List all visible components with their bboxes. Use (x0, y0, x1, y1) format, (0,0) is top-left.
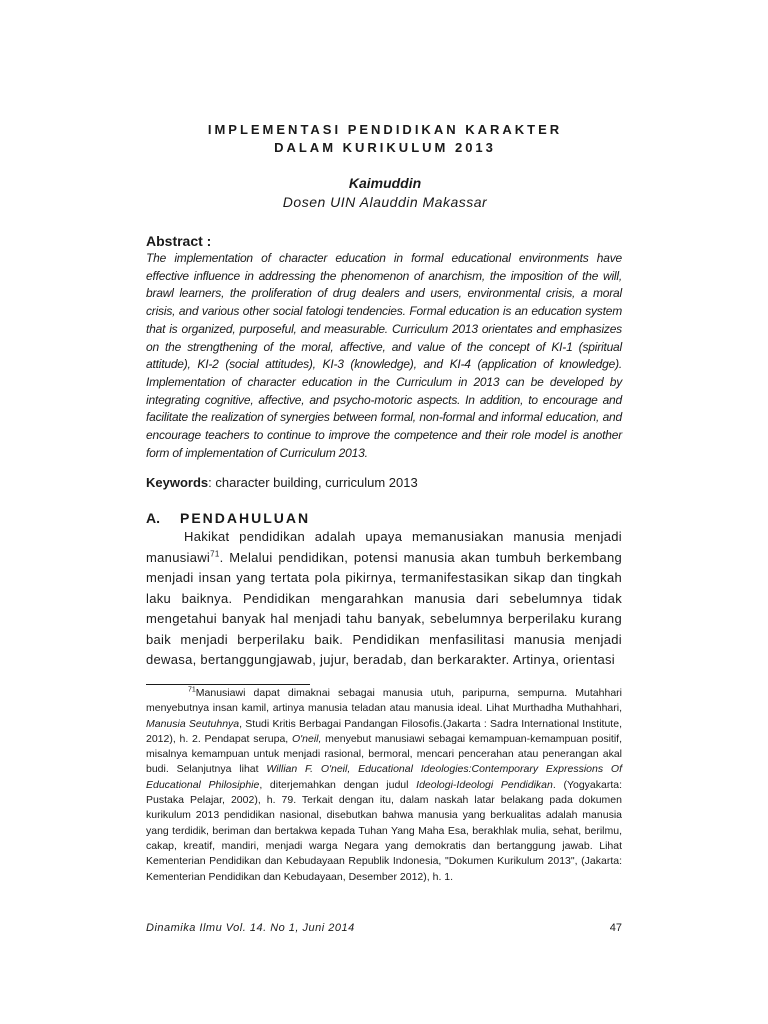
keywords-line (146, 475, 418, 490)
author-affiliation: Dosen UIN Alauddin Makassar (282, 194, 488, 210)
footnote-text: . (Yogyakarta: Pustaka Pelajar, 2002), h. 79. Terkait dengan itu, dalam naskah latar belakang pada dokumen kurikulum 2013 pendidikan nasional, disebutkan bahwa manusia yang berkualitas adalah manusia yang terdidik, beriman dan bertakwa kepada Tuhan Yang Maha Esa, berakhlak mulia, sehat, berilmu, cakap, kreatif, mandiri, menjadi warga Negara yang demokratis dan bertanggung jawab. Lihat Kementerian Pendidikan dan Kebudayaan Republik Indonesia, "Dokumen Kurikulum 2013", (Jakarta: Kementerian Pendidikan dan Kebudayaan, Desember 2012), h. 1. (146, 778, 623, 883)
keywords-label: Keywords (146, 475, 209, 490)
section-letter: A. (146, 510, 160, 526)
footnote-text: menyebut manusiawi sebagai kemampuan-kemampuan positif, misalnya kemampuan untuk menjadi rasional, bermoral, mencari pencerahan atau penerangan akal budi. Selanjutnya lihat (146, 732, 622, 776)
footnote-author-name: O'neil, (291, 732, 322, 745)
paragraph-text-end: . Melalui pendidikan, potensi manusia akan tumbuh berkembang menjadi insan yang tertata pola pikirnya, termanifestasikan sikap dan tingkah laku baiknya. Pendidikan mengarahkan manusia dari sebelumnya tidak mengetahui banyak hal menjadi tahu banyak, sebelumnya berperilaku kurang baik menjadi berperilaku baik. Pendidikan menfasilitasi manusia menjadi dewasa, bertanggungjawab, jujur, beradab, dan berkarakter. Artinya, orientasi (146, 549, 622, 667)
footnote-book-title: Willian F. O'neil, Educational Ideologies:Contemporary Expressions Of Educational Philosiphie (146, 763, 622, 791)
footnote-marker: 71 (188, 686, 196, 694)
body-paragraph (146, 527, 622, 671)
author-name: Kaimuddin (348, 175, 422, 191)
page-number: 47 (609, 922, 622, 934)
title-line-2: DALAM KURIKULUM 2013 (274, 140, 496, 155)
footnote-text: , Studi Kritis Berbagai Pandangan Filosofis.(Jakarta : Sadra International Institute, 2012), h. 2. Pendapat serupa, (146, 717, 622, 745)
abstract-heading: Abstract : (146, 233, 212, 249)
footnote-book-title: Manusia Seutuhnya (146, 717, 240, 730)
paragraph-text-start: Hakikat pendidikan adalah upaya memanusiakan manusia menjadi manusiawi (146, 529, 622, 565)
section-heading (146, 510, 310, 526)
title-line-1: IMPLEMENTASI PENDIDIKAN KARAKTER (207, 122, 563, 137)
keywords-value: : character building, curriculum 2013 (208, 475, 418, 490)
footnote-reference[interactable]: 71 (210, 549, 220, 559)
journal-citation: Dinamika Ilmu Vol. 14. No 1, Juni 2014 (146, 922, 355, 934)
footnote (146, 686, 622, 885)
footnote-book-title: Ideologi-Ideologi Pendidikan (416, 778, 553, 791)
footnote-divider (146, 684, 310, 685)
section-title: PENDAHULUAN (180, 510, 311, 526)
footnote-text: Manusiawi dapat dimaknai sebagai manusia utuh, paripurna, sempurna. Mutahhari menyebutnya insan kamil, artinya manusia teladan atau manusia ideal. Lihat Murthadha Muthahhari, (146, 687, 622, 715)
abstract-text: The implementation of character education in formal educational environments have effective influence in addressing the phenomenon of anarchism, the imposition of the will, brawl learners, the proliferation of drug dealers and users, environmental crisis, a moral crisis, and various other social fatologi tendencies. Formal education is an education system that is organized, purposeful, and measurable. Curriculum 2013 orientates and emphasizes on the strengthening of the moral, affective, and value of the concept of KI-1 (spiritual attitude), KI-2 (social attitudes), KI-3 (knowledge), and KI-4 (application of knowledge). Implementation of character education in the Curriculum in 2013 can be developed by integrating cognitive, affective, and psycho-motoric aspects. In addition, to encourage and facilitate the realization of synergies between formal, non-formal and informal education, and encourage teachers to continue to improve the competence and their role model is another form of implementation of Curriculum 2013. (146, 251, 622, 460)
footnote-text: , diterjemahkan dengan judul (259, 778, 417, 791)
